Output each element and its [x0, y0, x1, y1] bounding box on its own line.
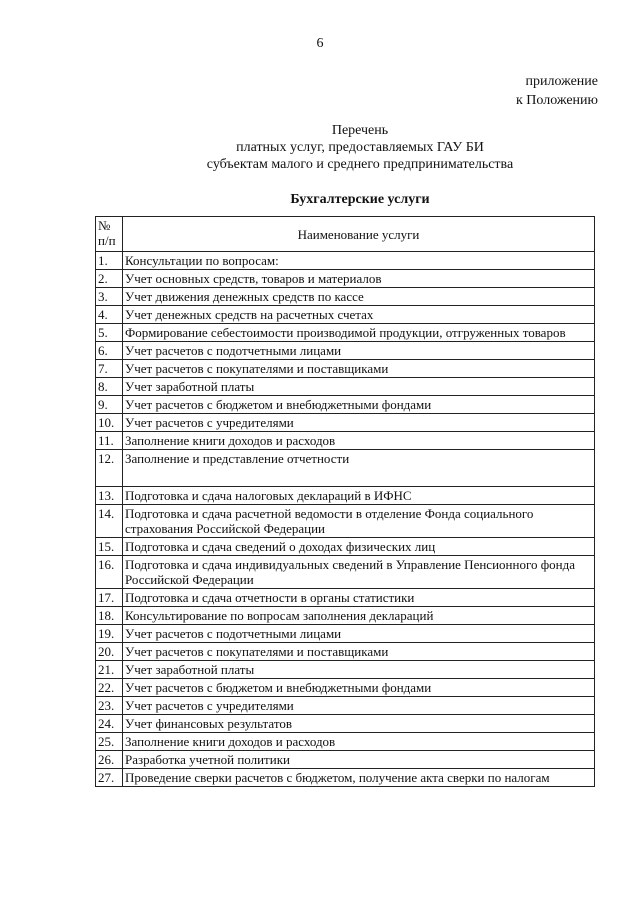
table-row	[96, 538, 595, 556]
table-header-row	[96, 217, 595, 252]
row-service-name: Учет расчетов с покупателями и поставщиками	[123, 360, 595, 378]
row-service-name: Учет расчетов с покупателями и поставщиками	[123, 643, 595, 661]
header-number-line-1: №	[98, 218, 111, 233]
table-row	[96, 360, 595, 378]
row-number: 11.	[96, 432, 123, 450]
row-number: 27.	[96, 769, 123, 787]
table-row	[96, 324, 595, 342]
heading-line-2: платных услуг, предоставляемых ГАУ БИ	[236, 140, 484, 155]
row-number: 13.	[96, 487, 123, 505]
table-row	[96, 625, 595, 643]
row-number: 8.	[96, 378, 123, 396]
row-service-name: Подготовка и сдача расчетной ведомости в отделение Фонда социального страхования Российской Федерации	[123, 505, 595, 538]
table-row	[96, 450, 595, 487]
row-service-name: Консультирование по вопросам заполнения деклараций	[123, 607, 595, 625]
row-service-name: Учет расчетов с подотчетными лицами	[123, 342, 595, 360]
row-service-name: Проведение сверки расчетов с бюджетом, получение акта сверки по налогам	[123, 769, 595, 787]
row-number: 24.	[96, 715, 123, 733]
row-number: 1.	[96, 252, 123, 270]
row-service-name: Учет расчетов с бюджетом и внебюджетными фондами	[123, 396, 595, 414]
row-number: 2.	[96, 270, 123, 288]
row-number: 20.	[96, 643, 123, 661]
table-row	[96, 288, 595, 306]
row-number: 9.	[96, 396, 123, 414]
row-service-name: Заполнение и представление отчетности	[123, 450, 595, 487]
row-service-name: Учет финансовых результатов	[123, 715, 595, 733]
table-body	[96, 252, 595, 787]
row-number: 16.	[96, 556, 123, 589]
row-number: 23.	[96, 697, 123, 715]
row-number: 10.	[96, 414, 123, 432]
row-service-name: Разработка учетной политики	[123, 751, 595, 769]
table-row	[96, 378, 595, 396]
row-service-name: Подготовка и сдача отчетности в органы статистики	[123, 589, 595, 607]
table-row	[96, 607, 595, 625]
row-number: 19.	[96, 625, 123, 643]
row-service-name: Учет заработной платы	[123, 378, 595, 396]
header-number	[96, 217, 123, 252]
table-row	[96, 733, 595, 751]
row-service-name: Учет основных средств, товаров и материалов	[123, 270, 595, 288]
row-number: 26.	[96, 751, 123, 769]
table-row	[96, 751, 595, 769]
heading-line-3: субъектам малого и среднего предпринимательства	[206, 157, 514, 172]
row-service-name: Учет расчетов с учредителями	[123, 697, 595, 715]
table-row	[96, 487, 595, 505]
row-service-name: Заполнение книги доходов и расходов	[123, 432, 595, 450]
table-row	[96, 679, 595, 697]
row-number: 22.	[96, 679, 123, 697]
row-service-name: Формирование себестоимости производимой продукции, отгруженных товаров	[123, 324, 595, 342]
row-number: 3.	[96, 288, 123, 306]
header-number-line-2: п/п	[98, 233, 116, 248]
row-number: 25.	[96, 733, 123, 751]
row-service-name: Учет заработной платы	[123, 661, 595, 679]
row-number: 4.	[96, 306, 123, 324]
row-service-name: Учет расчетов с бюджетом и внебюджетными фондами	[123, 679, 595, 697]
table-row	[96, 432, 595, 450]
row-number: 14.	[96, 505, 123, 538]
table-row	[96, 589, 595, 607]
appendix-line-1: приложение	[525, 74, 598, 89]
row-service-name: Учет денежных средств на расчетных счетах	[123, 306, 595, 324]
row-service-name: Подготовка и сдача налоговых деклараций в ИФНС	[123, 487, 595, 505]
table-row	[96, 697, 595, 715]
row-number: 18.	[96, 607, 123, 625]
table-row	[96, 270, 595, 288]
row-number: 17.	[96, 589, 123, 607]
row-service-name: Подготовка и сдача сведений о доходах физических лиц	[123, 538, 595, 556]
row-number: 7.	[96, 360, 123, 378]
row-number: 21.	[96, 661, 123, 679]
table-row	[96, 661, 595, 679]
table-row	[96, 252, 595, 270]
table-row	[96, 414, 595, 432]
table-row	[96, 715, 595, 733]
row-number: 6.	[96, 342, 123, 360]
row-service-name: Заполнение книги доходов и расходов	[123, 733, 595, 751]
row-number: 15.	[96, 538, 123, 556]
row-service-name: Консультации по вопросам:	[123, 252, 595, 270]
section-title: Бухгалтерские услуги	[290, 192, 430, 207]
row-service-name: Учет расчетов с учредителями	[123, 414, 595, 432]
document-heading	[60, 122, 640, 173]
heading-line-1: Перечень	[331, 123, 389, 138]
row-service-name: Учет движения денежных средств по кассе	[123, 288, 595, 306]
appendix-line-2: к Положению	[515, 93, 598, 108]
table-row	[96, 396, 595, 414]
row-service-name: Подготовка и сдача индивидуальных сведений в Управление Пенсионного фонда Российской Федерации	[123, 556, 595, 589]
row-service-name: Учет расчетов с подотчетными лицами	[123, 625, 595, 643]
appendix-note	[516, 72, 598, 110]
page-number: 6	[316, 36, 324, 51]
header-service-name: Наименование услуги	[123, 217, 595, 252]
table-row	[96, 556, 595, 589]
table-row	[96, 643, 595, 661]
row-number: 5.	[96, 324, 123, 342]
table-row	[96, 769, 595, 787]
table-row	[96, 306, 595, 324]
table-row	[96, 505, 595, 538]
table-row	[96, 342, 595, 360]
services-table	[95, 216, 595, 787]
row-number: 12.	[96, 450, 123, 487]
